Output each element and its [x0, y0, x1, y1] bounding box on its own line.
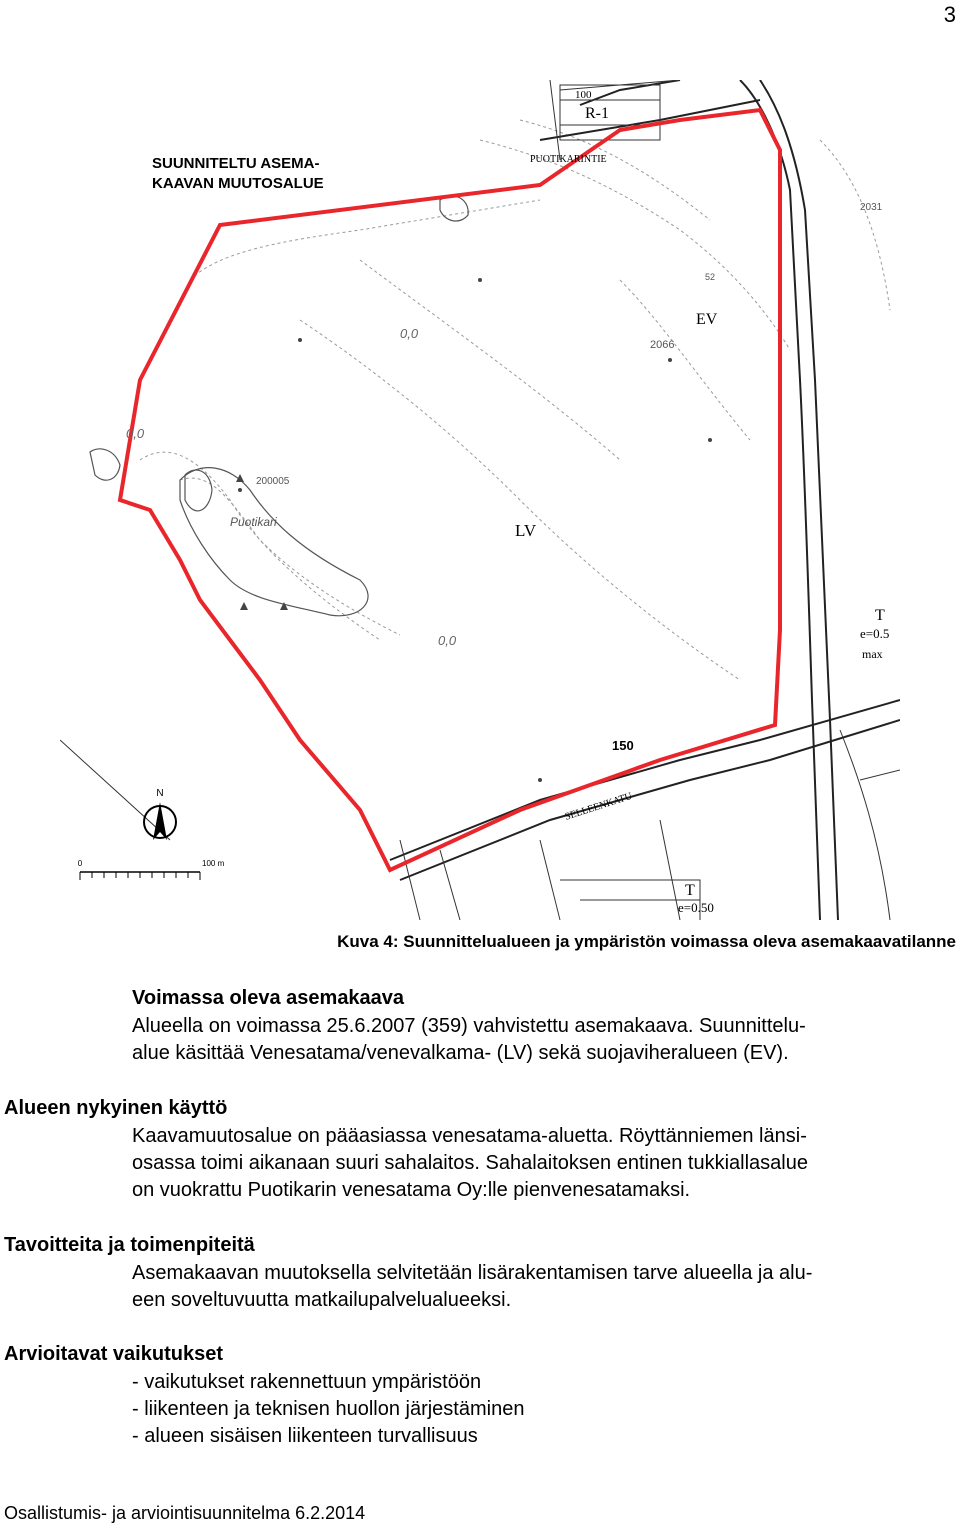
label-max: max	[862, 647, 883, 661]
heading-valid-plan: Voimassa oleva asemakaava	[132, 987, 405, 1009]
paragraph-goals	[132, 1260, 812, 1314]
scale-end-label: 100 m	[202, 859, 225, 868]
number-label-52: 52	[705, 272, 716, 282]
label-t-bottom: T	[685, 882, 695, 899]
depth-label-left: 0,0	[126, 426, 145, 441]
list-item: - alueen sisäisen liikenteen turvallisuus	[132, 1425, 478, 1447]
heading-goals: Tavoitteita ja toimenpiteitä	[4, 1234, 255, 1256]
label-e-right: e=0.5	[860, 626, 890, 641]
scale-zero-label: 0	[77, 859, 83, 868]
plan-area-title-line2: KAAVAN MUUTOSALUE	[152, 175, 324, 192]
block-label-r1: R-1	[585, 105, 609, 122]
list-item: - liikenteen ja teknisen huollon järjestäminen	[132, 1398, 525, 1420]
zoning-map	[60, 80, 900, 920]
number-label-150: 150	[612, 738, 634, 753]
figure-caption: Kuva 4: Suunnittelualueen ja ympäristön voimassa oleva asemakaavatilanne	[337, 932, 956, 951]
label-t-right: T	[875, 607, 885, 624]
list-item: - vaikutukset rakennettuun ympäristöön	[132, 1371, 482, 1393]
code-label-2031: 2031	[860, 202, 883, 213]
depth-label-bottom: 0,0	[438, 633, 457, 648]
scale-bar	[78, 859, 225, 880]
north-label: N	[156, 788, 164, 799]
north-arrow	[144, 788, 176, 840]
page-number: 3	[943, 2, 956, 27]
label-e-bottom: e=0.50	[678, 900, 714, 915]
contour-lines	[140, 120, 890, 680]
impacts-list	[132, 1369, 524, 1450]
text-line: Alueella on voimassa 25.6.2007 (359) vahvistettu asemakaava. Suunnittelu-	[132, 1015, 806, 1037]
plan-area-title-line1: SUUNNITELTU ASEMA-	[152, 155, 320, 172]
text-line: alue käsittää Venesatama/venevalkama- (LV) sekä suojaviheralueen (EV).	[132, 1042, 789, 1064]
text-line: Asemakaavan muutoksella selvitetään lisärakentamisen tarve alueella ja alu-	[132, 1262, 813, 1284]
heading-impacts: Arvioitavat vaikutukset	[4, 1343, 223, 1365]
terrain-symbols	[236, 278, 712, 782]
code-label-200005: 200005	[256, 476, 290, 487]
paragraph-current-use	[132, 1123, 808, 1204]
street-label-selleenkatu: SELLEENKATU	[563, 790, 634, 823]
number-label-100: 100	[575, 89, 592, 101]
place-label-puotikari: Puotikari	[230, 515, 277, 529]
text-line: een soveltuvuutta matkailupalvelualueeksi.	[132, 1289, 512, 1311]
page-footer: Osallistumis- ja arviointisuunnitelma 6.2.2014	[4, 1503, 366, 1523]
road-lines	[390, 80, 900, 920]
island-outline	[90, 196, 468, 616]
text-line: on vuokrattu Puotikarin venesatama Oy:lle pienvenesatamaksi.	[132, 1179, 691, 1201]
road-lines-thin	[60, 80, 900, 920]
heading-current-use: Alueen nykyinen käyttö	[4, 1097, 228, 1119]
street-label-puotikarintie: PUOTIKARINTIE	[530, 154, 607, 165]
paragraph-valid-plan	[132, 1013, 806, 1067]
code-label-2066: 2066	[650, 339, 675, 351]
text-line: osassa toimi aikanaan suuri sahalaitos. Sahalaitoksen entinen tukkiallasalue	[132, 1152, 808, 1174]
depth-label-top: 0,0	[400, 326, 419, 341]
zone-label-lv: LV	[515, 521, 537, 540]
text-line: Kaavamuutosalue on pääasiassa venesatama-aluetta. Röyttänniemen länsi-	[132, 1125, 807, 1147]
zone-label-ev: EV	[696, 311, 718, 328]
